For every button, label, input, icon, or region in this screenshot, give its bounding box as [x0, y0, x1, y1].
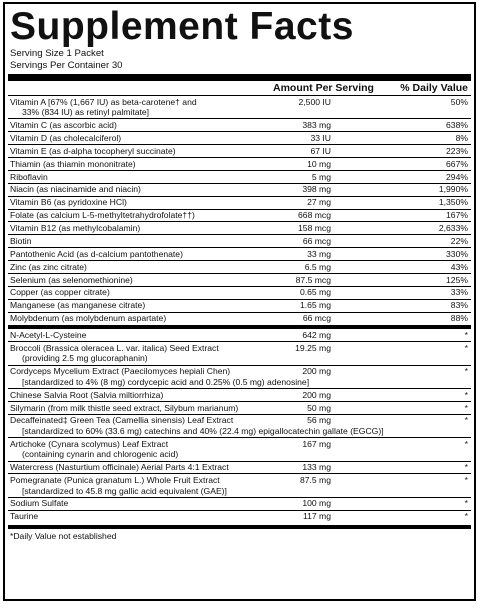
row-amount: 6.5 mg	[304, 261, 331, 272]
row-name: Pantothenic Acid (as d-calcium pantothenate)	[10, 248, 183, 259]
amount-header: Amount Per Serving	[273, 82, 374, 94]
row-name: Vitamin C (as ascorbic acid)	[10, 120, 117, 131]
footnote: *Daily Value not established	[10, 530, 117, 541]
row-name: Vitamin A [67% (1,667 IU) as beta-carotene† and	[10, 96, 197, 107]
row-amount: 87.5 mcg	[295, 274, 331, 285]
row-name: Manganese (as manganese citrate)	[10, 300, 146, 311]
row-daily-value: 125%	[446, 274, 468, 285]
nutrient-row	[8, 158, 471, 171]
row-name-continued: [standardized to 4% (8 mg) cordycepic acid and 0.25% (0.5 mg) adenosine]	[22, 376, 310, 387]
row-daily-value: *	[464, 402, 468, 413]
row-name: Watercress (Nasturtium officinale) Aerial Parts 4:1 Extract	[10, 462, 229, 473]
row-daily-value: 638%	[446, 120, 468, 131]
nutrient-row	[8, 274, 471, 287]
row-name: Artichoke (Cynara scolymus) Leaf Extract	[10, 438, 169, 449]
row-daily-value: *	[464, 389, 468, 400]
ingredient-row	[8, 342, 471, 365]
row-name-continued: (providing 2.5 mg glucoraphanin)	[22, 353, 148, 364]
nutrient-row	[8, 171, 471, 184]
row-name: Folate (as calcium L-5-methyltetrahydrofolate††)	[10, 210, 195, 221]
row-amount: 167 mg	[302, 438, 331, 449]
row-name: Vitamin E (as d-alpha tocopheryl succinate)	[10, 145, 176, 156]
row-amount: 642 mg	[302, 330, 331, 341]
row-amount: 133 mg	[302, 462, 331, 473]
row-name: Broccoli (Brassica oleracea L. var. italica) Seed Extract	[10, 342, 219, 353]
row-amount: 33 IU	[310, 132, 331, 143]
row-amount: 2,500 IU	[298, 96, 331, 107]
row-amount: 0.65 mg	[299, 287, 331, 298]
ingredient-row	[8, 366, 471, 389]
row-daily-value: 33%	[450, 287, 468, 298]
ingredient-row	[8, 511, 471, 523]
row-name: Selenium (as selenomethionine)	[10, 274, 133, 285]
nutrient-row	[8, 261, 471, 274]
row-name: Molybdenum (as molybdenum aspartate)	[10, 313, 167, 324]
row-amount: 200 mg	[302, 366, 331, 377]
row-daily-value: *	[464, 438, 468, 449]
row-daily-value: *	[464, 475, 468, 486]
row-amount: 50 mg	[307, 402, 331, 413]
row-name: Zinc (as zinc citrate)	[10, 261, 87, 272]
row-amount: 66 mcg	[302, 235, 331, 246]
column-header	[8, 81, 471, 96]
row-daily-value: 294%	[446, 171, 468, 182]
row-daily-value: 223%	[446, 145, 468, 156]
row-amount: 1.65 mg	[299, 300, 331, 311]
row-daily-value: 8%	[455, 132, 468, 143]
row-name: Riboflavin	[10, 171, 48, 182]
row-name: Vitamin B6 (as pyridoxine HCl)	[10, 197, 127, 208]
vitamin-list	[8, 96, 471, 324]
row-name-continued: (containing cynarin and chlorogenic acid)	[22, 449, 179, 460]
row-name: Sodium Sulfate	[10, 498, 69, 509]
row-name: Biotin	[10, 235, 32, 246]
row-amount: 117 mg	[302, 511, 331, 522]
nutrient-row	[8, 235, 471, 248]
row-name: Vitamin B12 (as methylcobalamin)	[10, 223, 141, 234]
nutrient-row	[8, 210, 471, 223]
row-name: Copper (as copper citrate)	[10, 287, 110, 298]
row-name: Vitamin D (as cholecalciferol)	[10, 132, 122, 143]
row-daily-value: 50%	[450, 96, 468, 107]
row-amount: 10 mg	[307, 158, 331, 169]
row-amount: 668 mcg	[298, 210, 331, 221]
nutrient-row	[8, 132, 471, 145]
nutrient-row	[8, 197, 471, 210]
row-name: Chinese Salvia Root (Salvia miltiorrhiza)	[10, 389, 164, 400]
row-amount: 100 mg	[302, 498, 331, 509]
nutrient-row	[8, 313, 471, 325]
row-amount: 56 mg	[307, 415, 331, 426]
row-amount: 398 mg	[302, 184, 331, 195]
row-daily-value: 88%	[450, 313, 468, 324]
row-name-continued: 33% (834 IU) as retinyl palmitate]	[22, 107, 150, 118]
row-daily-value: *	[464, 462, 468, 473]
row-name: Pomegranate (Punica granatum L.) Whole Fruit Extract	[10, 475, 220, 486]
row-daily-value: 2,633%	[438, 223, 468, 234]
row-daily-value: *	[464, 366, 468, 377]
ingredient-row	[8, 474, 471, 497]
nutrient-row	[8, 96, 471, 119]
row-daily-value: 1,990%	[438, 184, 468, 195]
ingredient-list	[8, 329, 471, 522]
ingredient-row	[8, 438, 471, 461]
supplement-facts-panel	[3, 2, 476, 601]
row-name: Taurine	[10, 511, 39, 522]
row-amount: 27 mg	[307, 197, 331, 208]
ingredient-row	[8, 329, 471, 342]
nutrient-row	[8, 300, 471, 313]
row-daily-value: 83%	[450, 300, 468, 311]
row-name: N-Acetyl-L-Cysteine	[10, 330, 87, 341]
row-name-continued: [standardized to 45.8 mg gallic acid equivalent (GAE)]	[22, 485, 227, 496]
row-name: Cordyceps Mycelium Extract (Paecilomyces hepiali Chen)	[10, 366, 231, 377]
header-divider	[8, 74, 471, 81]
nutrient-row	[8, 287, 471, 300]
row-daily-value: *	[464, 498, 468, 509]
row-amount: 66 mcg	[302, 313, 331, 324]
row-daily-value: 667%	[446, 158, 468, 169]
nutrient-row	[8, 184, 471, 197]
row-amount: 383 mg	[302, 120, 331, 131]
row-daily-value: *	[464, 330, 468, 341]
row-daily-value: 22%	[450, 235, 468, 246]
serving-size: Serving Size 1 Packet	[10, 48, 104, 59]
servings-per-container: Servings Per Container 30	[10, 60, 123, 71]
footer-divider	[8, 525, 471, 529]
row-amount: 19.25 mg	[295, 342, 331, 353]
row-daily-value: 167%	[446, 210, 468, 221]
row-amount: 87.5 mg	[299, 475, 331, 486]
row-name: Niacin (as niacinamide and niacin)	[10, 184, 141, 195]
row-daily-value: *	[464, 342, 468, 353]
row-name: Thiamin (as thiamin mononitrate)	[10, 158, 136, 169]
row-name-continued: [standardized to 60% (33.6 mg) catechins and 40% (22.4 mg) epigallocatechin gallate (EGCG)]	[22, 425, 384, 436]
row-daily-value: *	[464, 415, 468, 426]
ingredient-row	[8, 462, 471, 475]
panel-title: Supplement Facts	[10, 5, 354, 48]
row-amount: 5 mg	[311, 171, 331, 182]
nutrient-row	[8, 119, 471, 132]
row-amount: 158 mcg	[298, 223, 331, 234]
ingredient-row	[8, 402, 471, 415]
row-name: Decaffeinated‡ Green Tea (Camellia sinensis) Leaf Extract	[10, 415, 234, 426]
daily-value-header: % Daily Value	[400, 82, 468, 94]
row-daily-value: 43%	[450, 261, 468, 272]
row-daily-value: 1,350%	[438, 197, 468, 208]
row-daily-value: 330%	[446, 248, 468, 259]
row-amount: 33 mg	[307, 248, 331, 259]
nutrient-row	[8, 222, 471, 235]
ingredient-row	[8, 498, 471, 511]
nutrient-row	[8, 145, 471, 158]
row-daily-value: *	[464, 511, 468, 522]
ingredient-row	[8, 415, 471, 438]
nutrient-row	[8, 248, 471, 261]
row-amount: 67 IU	[310, 145, 331, 156]
ingredient-row	[8, 389, 471, 402]
row-amount: 200 mg	[302, 389, 331, 400]
row-name: Silymarin (from milk thistle seed extract, Silybum marianum)	[10, 402, 239, 413]
